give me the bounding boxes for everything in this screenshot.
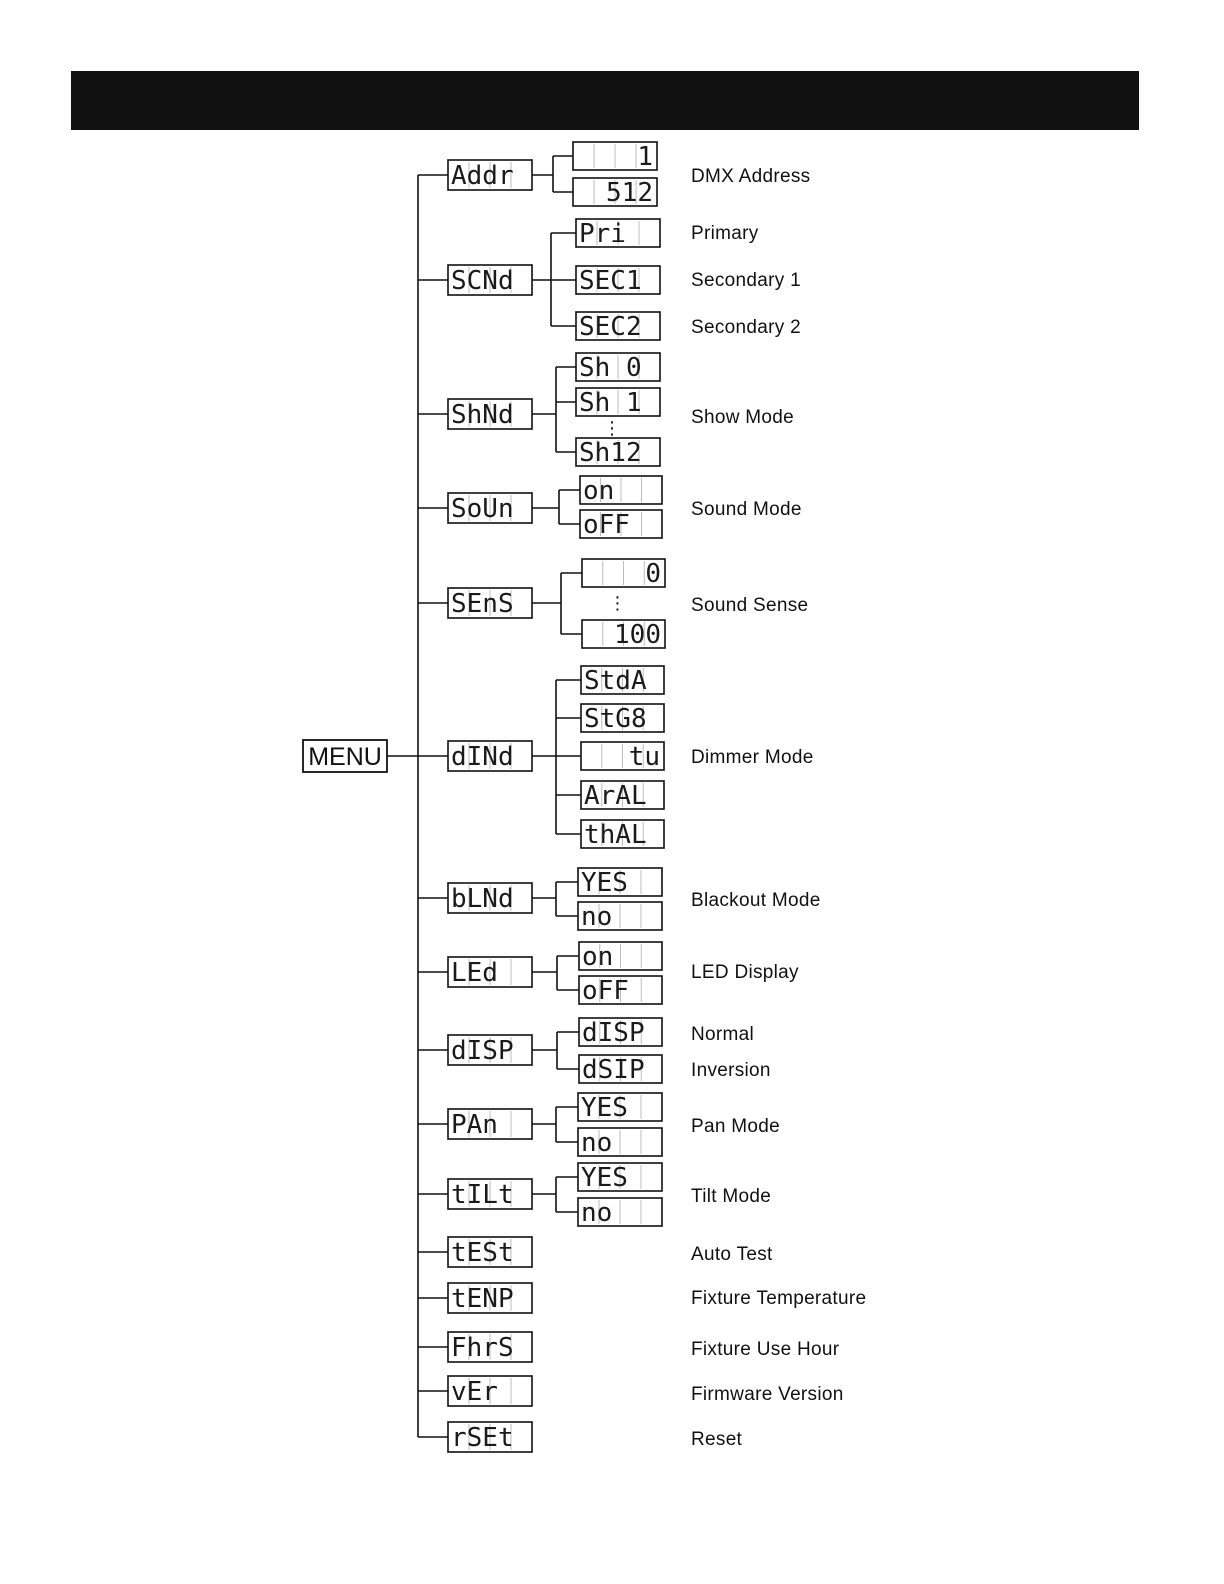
option-display	[581, 704, 664, 734]
menu-code-display	[448, 1237, 532, 1268]
menu-code-display	[448, 160, 532, 191]
menu-code-display	[448, 1109, 532, 1140]
display-text: YES	[581, 1163, 628, 1193]
menu-item-tenp	[448, 1283, 866, 1314]
display-text: Addr	[451, 161, 514, 191]
item-description: Dimmer Mode	[691, 747, 814, 768]
display-text: 100	[614, 620, 661, 650]
display-text: SEnS	[451, 589, 514, 619]
option-display	[580, 476, 662, 506]
display-text: SoUn	[451, 494, 514, 524]
menu-code-display	[448, 1376, 532, 1407]
display-text: 1	[637, 142, 653, 172]
option-description: Secondary 2	[691, 317, 801, 338]
display-text: SCNd	[451, 266, 514, 296]
item-description: Pan Mode	[691, 1116, 781, 1137]
menu-code-display	[448, 1283, 532, 1314]
menu-item-addr	[448, 142, 810, 208]
option-display	[576, 438, 660, 468]
item-description: LED Display	[691, 962, 799, 983]
menu-item-ver	[448, 1376, 844, 1407]
display-text: Pri	[579, 219, 626, 249]
menu-code-display	[448, 741, 532, 772]
display-text: tu	[628, 742, 660, 772]
display-text: dINd	[451, 742, 514, 772]
display-text: StdA	[584, 666, 647, 696]
menu-item-sens	[448, 559, 808, 650]
display-text: bLNd	[451, 884, 514, 914]
option-display	[578, 1128, 662, 1158]
option-display	[578, 1093, 662, 1123]
option-description: Inversion	[691, 1060, 771, 1081]
item-description: Firmware Version	[691, 1384, 844, 1405]
menu-code-display	[448, 493, 532, 524]
display-text: on	[583, 476, 615, 506]
display-text: oFF	[582, 976, 629, 1006]
display-text: Sh 0	[579, 353, 642, 383]
display-text: no	[581, 902, 613, 932]
display-text: YES	[581, 1093, 628, 1123]
menu-item-pan	[448, 1093, 780, 1158]
menu-item-scnd	[448, 219, 801, 342]
display-text: 0	[645, 559, 661, 589]
ellipsis-vertical-icon: ⋮	[608, 593, 627, 614]
option-display	[579, 976, 662, 1006]
display-text: no	[581, 1128, 613, 1158]
option-display	[579, 942, 662, 972]
menu-code-display	[448, 957, 532, 988]
option-display	[581, 742, 664, 772]
menu-item-rset	[448, 1422, 743, 1453]
menu-item-dind	[448, 666, 814, 850]
display-text: oFF	[583, 510, 630, 540]
item-description: DMX Address	[691, 166, 811, 187]
display-text: LEd	[451, 958, 498, 988]
option-display	[573, 142, 657, 172]
option-description: Secondary 1	[691, 270, 801, 291]
item-description: Fixture Use Hour	[691, 1339, 840, 1360]
display-text: dSIP	[582, 1055, 645, 1085]
display-text: on	[582, 942, 614, 972]
option-description: Primary	[691, 223, 759, 244]
menu-code-display	[448, 1035, 532, 1066]
display-text: vEr	[451, 1377, 498, 1407]
display-text: dISP	[451, 1036, 514, 1066]
menu-code-display	[448, 588, 532, 619]
menu-code-display	[448, 265, 532, 296]
menu-item-tilt	[448, 1163, 771, 1228]
menu-item-test	[448, 1237, 773, 1268]
display-text: SEC1	[579, 266, 642, 296]
display-text: PAn	[451, 1110, 498, 1140]
menu-code-display	[448, 399, 532, 430]
display-text: 512	[606, 178, 653, 208]
item-description: Blackout Mode	[691, 890, 821, 911]
option-description: Normal	[691, 1024, 755, 1045]
display-text: ShNd	[451, 400, 514, 430]
menu-code-display	[448, 1179, 532, 1210]
menu-item-soun	[448, 476, 802, 540]
option-display	[576, 266, 660, 296]
option-display	[580, 510, 662, 540]
option-display	[581, 781, 664, 811]
option-display	[576, 312, 660, 342]
item-description: Fixture Temperature	[691, 1288, 867, 1309]
display-text: dISP	[582, 1018, 645, 1048]
menu-label: MENU	[308, 743, 382, 771]
option-display	[578, 1163, 662, 1193]
display-text: tESt	[451, 1238, 514, 1268]
menu-code-display	[448, 1422, 532, 1453]
menu-item-fhrs	[448, 1332, 840, 1363]
item-description: Sound Sense	[691, 595, 809, 616]
display-text: ArAL	[584, 781, 647, 811]
option-display	[578, 1198, 662, 1228]
option-display	[576, 388, 660, 418]
display-text: no	[581, 1198, 613, 1228]
option-display	[579, 1055, 662, 1085]
option-display	[581, 820, 664, 850]
option-display	[576, 353, 660, 383]
option-display	[579, 1018, 662, 1048]
option-display	[578, 902, 662, 932]
display-text: Sh12	[579, 438, 642, 468]
option-display	[573, 178, 657, 208]
display-text: StG8	[584, 704, 647, 734]
option-display	[576, 219, 660, 249]
option-display	[581, 666, 664, 696]
display-text: tENP	[451, 1284, 514, 1314]
menu-code-display	[448, 1332, 532, 1363]
menu-item-led	[448, 942, 799, 1006]
display-text: SEC2	[579, 312, 642, 342]
display-text: FhrS	[451, 1333, 514, 1363]
menu-item-disp	[448, 1018, 771, 1085]
display-text: Sh 1	[579, 388, 642, 418]
option-display	[578, 868, 662, 898]
display-text: YES	[581, 868, 628, 898]
item-description: Sound Mode	[691, 499, 802, 520]
menu-code-display	[448, 883, 532, 914]
item-description: Tilt Mode	[691, 1186, 772, 1207]
display-text: tILt	[451, 1180, 514, 1210]
display-text: thAL	[584, 820, 647, 850]
option-display	[582, 620, 665, 650]
menu-item-blnd	[448, 868, 821, 932]
item-description: Show Mode	[691, 407, 795, 428]
ellipsis-vertical-icon: ⋮	[603, 418, 621, 439]
item-description: Auto Test	[691, 1244, 773, 1265]
menu-item-shnd	[448, 353, 794, 468]
item-description: Reset	[691, 1429, 743, 1450]
display-text: rSEt	[451, 1423, 514, 1453]
option-display	[582, 559, 665, 589]
